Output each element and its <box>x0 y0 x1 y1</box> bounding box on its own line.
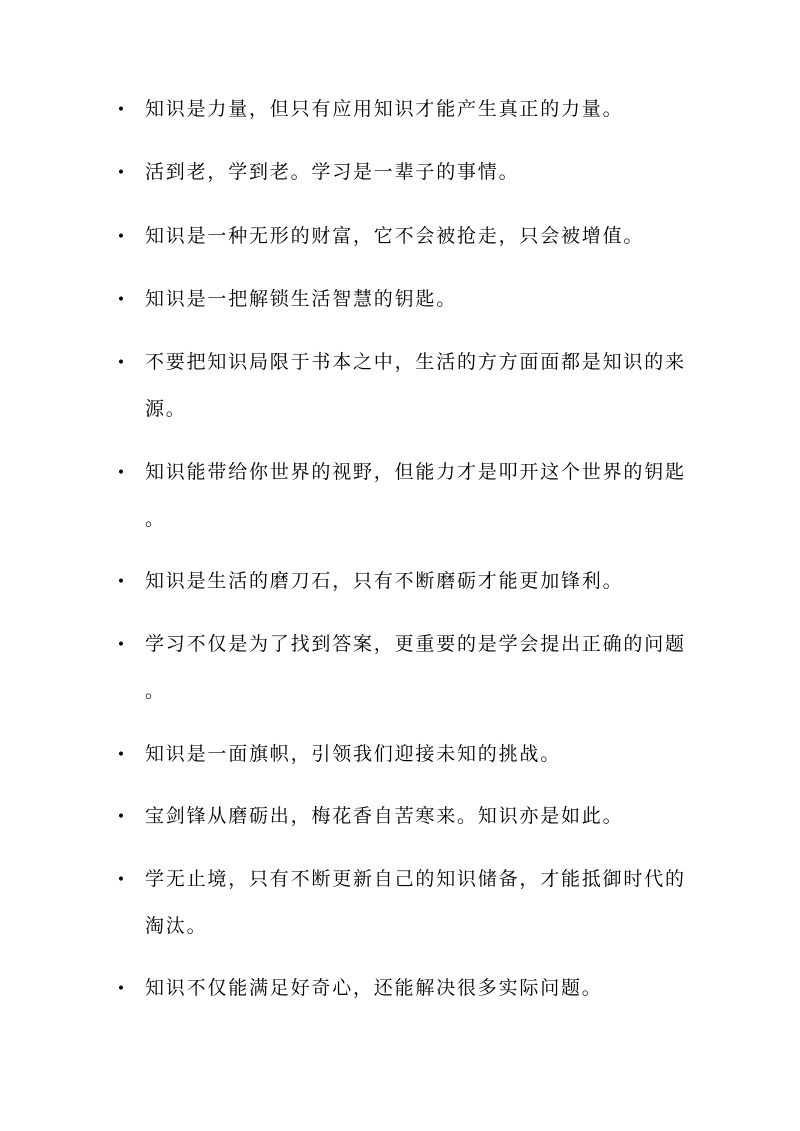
list-item-text: 宝剑锋从磨砺出，梅花香自苦寒来。知识亦是如此。 <box>145 805 624 827</box>
bullet: • <box>116 102 126 118</box>
list-item-text: 知识能带给你世界的视野，但能力才是叩开这个世界的钥匙 <box>145 461 686 483</box>
list-item-text: 知识是一种无形的财富，它不会被抢走，只会被增值。 <box>145 225 645 247</box>
bullet: • <box>116 355 126 371</box>
list-item-text: 知识是一面旗帜，引领我们迎接未知的挑战。 <box>145 743 562 765</box>
list-item-text: 知识是生活的磨刀石，只有不断磨砺才能更加锋利。 <box>145 570 624 592</box>
list-item-text-continued: 。 <box>145 680 166 702</box>
list-item-text-continued: 淘汰。 <box>145 915 208 937</box>
bullet: • <box>116 465 126 481</box>
list-item-text: 学习不仅是为了找到答案，更重要的是学会提出正确的问题 <box>145 633 686 655</box>
bullet: • <box>116 574 126 590</box>
list-item-text-continued: 源。 <box>145 398 187 420</box>
list-item-text: 知识是一把解锁生活智慧的钥匙。 <box>145 288 458 310</box>
list-item-text: 知识不仅能满足好奇心，还能解决很多实际问题。 <box>145 977 603 999</box>
bullet: • <box>116 165 126 181</box>
bullet: • <box>116 637 126 653</box>
list-item-text: 学无止境，只有不断更新自己的知识储备，才能抵御时代的 <box>145 868 686 890</box>
bullet: • <box>116 747 126 763</box>
bullet: • <box>116 809 126 825</box>
list-item-text: 不要把知识局限于书本之中，生活的方方面面都是知识的来 <box>145 351 686 373</box>
bullet: • <box>116 981 126 997</box>
list-item-text: 知识是力量，但只有应用知识才能产生真正的力量。 <box>145 98 624 120</box>
list-item-text: 活到老，学到老。学习是一辈子的事情。 <box>145 161 520 183</box>
bullet: • <box>116 872 126 888</box>
bullet: • <box>116 292 126 308</box>
bullet: • <box>116 229 126 245</box>
list-item-text-continued: 。 <box>145 508 166 530</box>
